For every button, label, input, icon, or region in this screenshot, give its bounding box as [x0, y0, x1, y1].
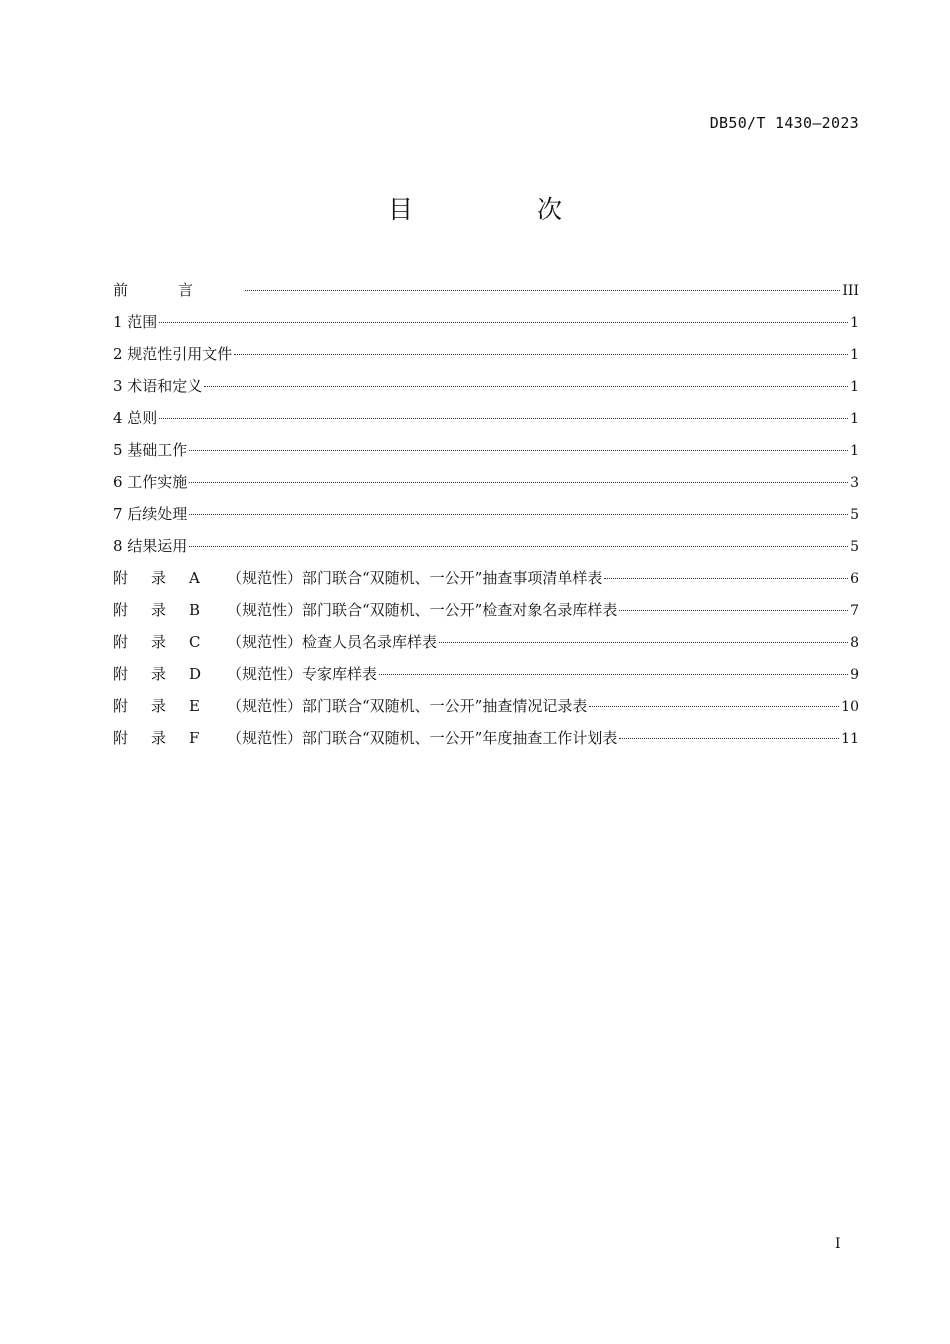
toc-entry-text: 5 基础工作	[113, 441, 188, 459]
dot-leader	[379, 674, 848, 675]
toc-entry-page: 6	[850, 571, 859, 587]
appendix-word-2: 录	[151, 569, 167, 587]
toc-entry-preface[interactable]	[113, 278, 859, 310]
appendix-letter: E	[189, 697, 200, 715]
appendix-word-2: 录	[151, 665, 167, 683]
toc-entry-terms[interactable]	[113, 374, 859, 406]
toc-entry-results[interactable]	[113, 534, 859, 566]
dot-leader	[159, 322, 848, 323]
appendix-letter: C	[189, 633, 201, 651]
dot-leader	[619, 738, 839, 739]
appendix-word-1: 附	[113, 633, 129, 651]
toc-entry-page: 11	[841, 731, 859, 747]
appendix-type: （规范性）	[227, 665, 303, 683]
dot-leader	[439, 642, 848, 643]
toc-entry-text: 1 范围	[113, 313, 158, 331]
appendix-word-1: 附	[113, 729, 129, 747]
dot-leader	[189, 482, 848, 483]
toc-entry-appendix-b[interactable]	[113, 598, 859, 630]
toc-entry-text: 6 工作实施	[113, 473, 188, 491]
toc-entry-text: 7 后续处理	[113, 505, 188, 523]
appendix-title: 部门联合“双随机、一公开”抽查事项清单样表	[302, 569, 603, 587]
toc-entry-page: 8	[850, 635, 859, 651]
dot-leader	[189, 546, 848, 547]
dot-leader	[604, 578, 848, 579]
toc-entry-implementation[interactable]	[113, 470, 859, 502]
toc-entry-page: III	[842, 283, 859, 299]
toc-entry-text: 前言	[113, 281, 244, 299]
dot-leader	[204, 386, 848, 387]
dot-leader	[189, 450, 848, 451]
appendix-word-2: 录	[151, 729, 167, 747]
dot-leader	[589, 706, 839, 707]
appendix-type: （规范性）	[227, 697, 303, 715]
page-number: I	[835, 1236, 841, 1252]
toc-entry-basic-work[interactable]	[113, 438, 859, 470]
toc-entry-follow-up[interactable]	[113, 502, 859, 534]
toc-title: 目 次	[388, 195, 620, 224]
appendix-title: 部门联合“双随机、一公开”年度抽查工作计划表	[302, 729, 618, 747]
toc-entry-general[interactable]	[113, 406, 859, 438]
dot-leader	[189, 514, 848, 515]
appendix-type: （规范性）	[227, 729, 303, 747]
appendix-word-1: 附	[113, 569, 129, 587]
appendix-letter: B	[189, 601, 201, 619]
appendix-label	[113, 662, 377, 686]
toc-entry-page: 5	[850, 539, 859, 555]
toc-entry-page: 7	[850, 603, 859, 619]
toc-entry-text: 8 结果运用	[113, 537, 188, 555]
document-code: DB50/T 1430—2023	[709, 114, 859, 132]
appendix-word-2: 录	[151, 633, 167, 651]
dot-leader	[619, 610, 848, 611]
toc-entry-appendix-a[interactable]	[113, 566, 859, 598]
dot-leader	[245, 290, 840, 291]
toc-entry-text: 2 规范性引用文件	[113, 345, 233, 363]
toc-entry-appendix-f[interactable]	[113, 726, 859, 758]
toc-entry-page: 1	[850, 347, 859, 363]
toc-entry-appendix-d[interactable]	[113, 662, 859, 694]
toc-entry-page: 1	[850, 411, 859, 427]
appendix-label	[113, 694, 587, 718]
appendix-word-1: 附	[113, 601, 129, 619]
toc-entry-page: 9	[850, 667, 859, 683]
appendix-word-1: 附	[113, 665, 129, 683]
toc-entry-page: 1	[850, 379, 859, 395]
appendix-title: 专家库样表	[302, 665, 378, 683]
toc-entry-page: 1	[850, 315, 859, 331]
toc-entry-page: 5	[850, 507, 859, 523]
appendix-letter: D	[189, 665, 202, 683]
toc-entry-text: 4 总则	[113, 409, 158, 427]
appendix-word-2: 录	[151, 697, 167, 715]
table-of-contents	[113, 278, 859, 758]
appendix-type: （规范性）	[227, 601, 303, 619]
appendix-word-1: 附	[113, 697, 129, 715]
appendix-title: 部门联合“双随机、一公开”检查对象名录库样表	[302, 601, 618, 619]
dot-leader	[159, 418, 848, 419]
appendix-title: 检查人员名录库样表	[302, 633, 438, 651]
appendix-letter: F	[189, 729, 200, 747]
appendix-letter: A	[189, 569, 200, 587]
appendix-type: （规范性）	[227, 569, 303, 587]
appendix-label	[113, 630, 437, 654]
appendix-word-2: 录	[151, 601, 167, 619]
toc-entry-page: 10	[841, 699, 859, 715]
appendix-label	[113, 566, 602, 590]
appendix-label	[113, 598, 617, 622]
toc-entry-text: 3 术语和定义	[113, 377, 203, 395]
toc-entry-page: 3	[850, 475, 859, 491]
toc-entry-normative-references[interactable]	[113, 342, 859, 374]
toc-entry-scope[interactable]	[113, 310, 859, 342]
toc-entry-appendix-c[interactable]	[113, 630, 859, 662]
toc-entry-appendix-e[interactable]	[113, 694, 859, 726]
appendix-type: （规范性）	[227, 633, 303, 651]
dot-leader	[234, 354, 848, 355]
appendix-label	[113, 726, 617, 750]
toc-entry-page: 1	[850, 443, 859, 459]
appendix-title: 部门联合“双随机、一公开”抽查情况记录表	[302, 697, 588, 715]
